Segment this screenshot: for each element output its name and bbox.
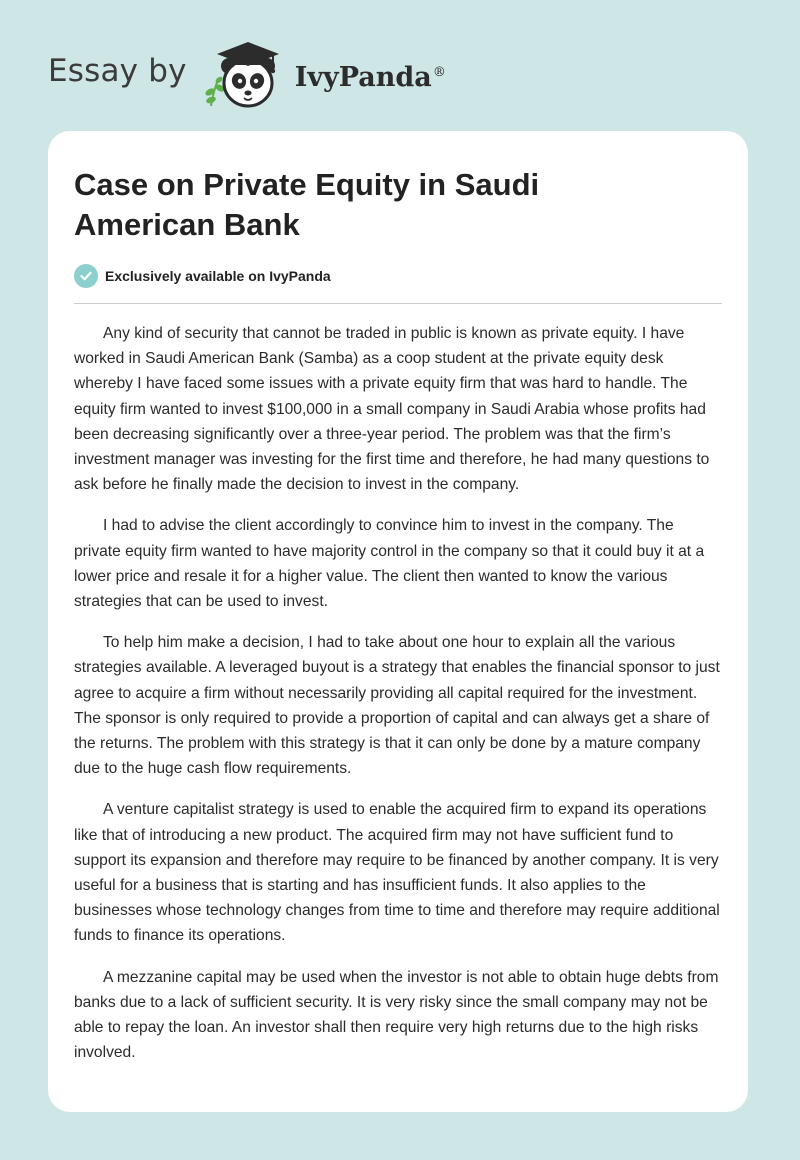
paragraph: Any kind of security that cannot be traded in public is known as private equity. I have worked in Saudi American Bank (Samba) as a coop student at the private equity desk whereby I have faced some issues with a private equity firm that was hard to handle. The equity firm wanted to invest $100,000 in a small company in Saudi Arabia whose profits had been decreasing significantly over a three-year period. The problem was that the firm’s investment manager was investing for the first time and therefore, he had many questions to ask before he finally made the decision to invest in the company. bbox=[74, 325, 710, 494]
essay-body bbox=[74, 321, 724, 1081]
paragraph: A venture capitalist strategy is used to enable the acquired firm to expand its operations like that of introducing a new product. The acquired firm may not have sufficient fund to support its expansion and therefore may require to be financed by another company. It is very useful for a business that is starting and has insufficient funds. It also applies to the businesses whose technology changes from time to time and therefore may require additional funds to finance its operations. bbox=[74, 801, 720, 945]
paragraph: A mezzanine capital may be used when the investor is not able to obtain huge debts from banks due to a lack of sufficient security. It is very risky since the small company may not be able to repay the loan. An investor shall then require very high returns due to the high risks involved. bbox=[74, 968, 719, 1062]
divider bbox=[74, 303, 722, 304]
trademark-symbol: ® bbox=[432, 64, 446, 80]
paragraph: I had to advise the client accordingly to convince him to invest in the company. The private equity firm wanted to have majority control in the company so that it could buy it at a lower price and resale it for a higher value. The client then wanted to know the various strategies that can be used to invest. bbox=[74, 517, 705, 611]
brand-prefix: Essay by bbox=[48, 53, 187, 89]
brand-name: IvyPanda® bbox=[294, 61, 446, 93]
check-circle-icon bbox=[74, 264, 98, 288]
panda-logo-icon bbox=[201, 36, 291, 112]
badge-label: Exclusively available on IvyPanda bbox=[105, 268, 331, 284]
page-title: Case on Private Equity in Saudi American Bank bbox=[74, 167, 540, 242]
exclusive-badge bbox=[74, 263, 331, 289]
essay-card bbox=[48, 131, 748, 1112]
site-brand[interactable] bbox=[48, 36, 446, 112]
checkmark-icon bbox=[79, 269, 93, 283]
paragraph: To help him make a decision, I had to take about one hour to explain all the various strategies available. A leveraged buyout is a strategy that enables the financial sponsor to just agree to acquire a firm without necessarily providing all capital required for the investment. The sponsor is only required to provide a proportion of capital and can always get a share of the returns. The problem with this strategy is that it can only be done by a mature company due to the huge cash flow requirements. bbox=[74, 634, 720, 778]
